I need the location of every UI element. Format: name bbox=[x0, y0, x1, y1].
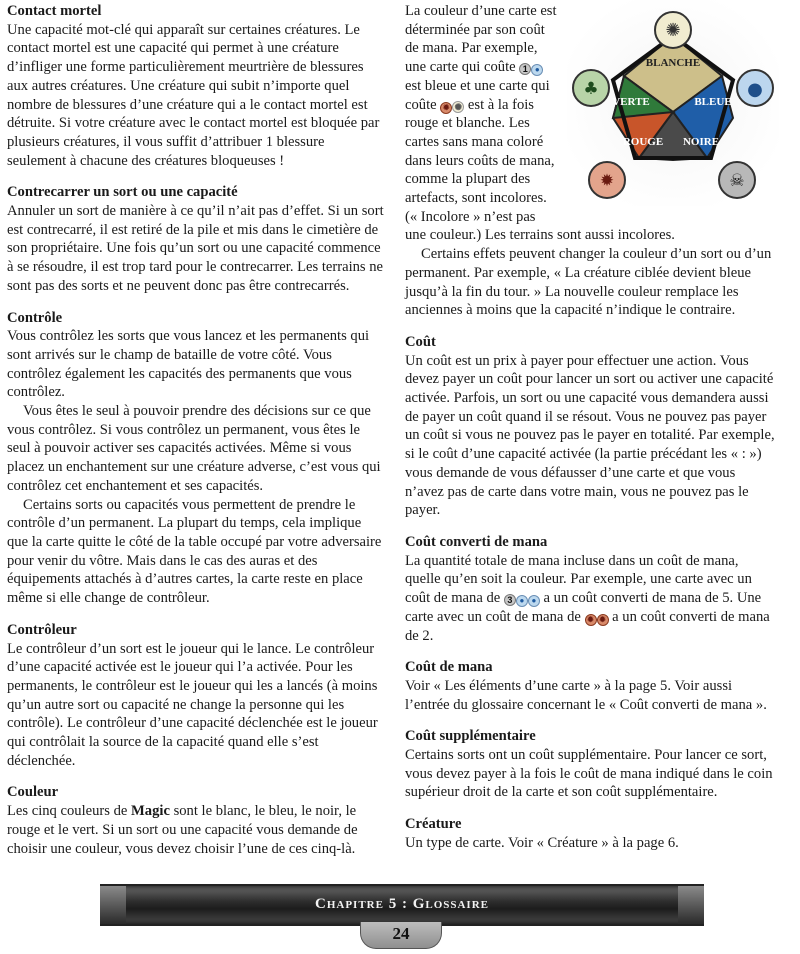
definition-text: Certains sorts ou capacités vous permettent de prendre le contrôle d’un permanent. La plupart du temps, cela implique que la carte quitte le côté de la table occupé par votre adversaire pour venir du vôtre. Mais dans le cas des auras et des équipements attachés à d’autres cartes, la carte reste en place même si elle change de contrôleur. bbox=[7, 496, 382, 607]
entry-cout-converti bbox=[405, 533, 777, 645]
green-mana-icon bbox=[573, 70, 609, 106]
generic-mana-icon: 1 bbox=[519, 63, 531, 75]
blue-mana-icon: ● bbox=[531, 64, 543, 76]
page-number: 24 bbox=[392, 924, 410, 943]
svg-text:✺: ✺ bbox=[665, 20, 681, 41]
svg-text:✹: ✹ bbox=[599, 171, 615, 191]
black-mana-icon bbox=[719, 162, 755, 198]
term-heading: Coût de mana bbox=[405, 659, 493, 676]
svg-text:☠: ☠ bbox=[729, 171, 745, 191]
color-wheel-illustration bbox=[567, 0, 779, 206]
text-run: La couleur d’une carte est déterminée par son coût de mana. Par exemple, une carte qui coûte bbox=[405, 3, 557, 76]
term-heading: Coût bbox=[405, 333, 436, 350]
white-mana-icon: ✺ bbox=[452, 101, 464, 113]
term-heading: Coût converti de mana bbox=[405, 533, 548, 550]
text-run: a un coût converti de mana de 2. bbox=[405, 608, 770, 644]
text-run: est bleue et une carte qui coûte bbox=[405, 77, 550, 113]
generic-mana-icon: 3 bbox=[504, 594, 516, 606]
svg-text:●: ● bbox=[747, 79, 763, 100]
definition-text: Vous contrôlez les sorts que vous lancez et les permanents qui sont arrivés sur le champ de bataille de votre côté. Vous contrôlez également les capacités des permanents que vous contrôlez. bbox=[7, 328, 370, 401]
left-column bbox=[7, 2, 385, 871]
blue-mana-icon: ● bbox=[528, 595, 540, 607]
entry-creature bbox=[405, 815, 777, 852]
label-rouge: ROUGE bbox=[622, 136, 664, 148]
label-verte: VERTE bbox=[612, 96, 650, 108]
entry-cout-de-mana bbox=[405, 658, 777, 714]
definition-text: Certains sorts ont un coût supplémentaire. Pour lancer ce sort, vous devez payer à la fois le coût de mana indiqué dans le coin supérieur droit de la carte et son coût supplémentaire. bbox=[405, 747, 773, 801]
blue-mana-icon: ● bbox=[516, 595, 528, 607]
white-mana-icon bbox=[655, 12, 691, 48]
entry-cout bbox=[405, 333, 777, 520]
definition-text bbox=[405, 552, 777, 646]
svg-text:♣: ♣ bbox=[583, 79, 599, 99]
definition-text: Annuler un sort de manière à ce qu’il n’ait pas d’effet. Si un sort est contrecarré, il est retiré de la pile et mis dans le cimetière de son propriétaire. Une fois qu’un sort ou une capacité commence à se résoudre, il est trop tard pour le contrecarrer. Les terrains ne sont pas des sorts et ne peuvent donc pas être contrecarrés. bbox=[7, 203, 384, 294]
definition-text: Le contrôleur d’un sort est le joueur qui le lance. Le contrôleur d’une capacité activée est le joueur qui l’a activée. Pour les permanents, le contrôleur est le joueur qui les a lancés (à moins qu’un autre sort ou capacité ne change la personne qui les contrôle). Le contrôleur d’une capacité déclenchée est le joueur qui contrôlait la source de la capacité quand elle s’est déclenchée. bbox=[7, 640, 378, 769]
red-mana-icon: ✹ bbox=[440, 102, 452, 114]
entry-couleur bbox=[7, 783, 385, 858]
label-bleue: BLEUE bbox=[694, 96, 732, 108]
term-heading: Créature bbox=[405, 816, 462, 833]
page-number-tab bbox=[360, 922, 442, 949]
definition-text: Un type de carte. Voir « Créature » à la page 6. bbox=[405, 834, 679, 851]
text-run: sont le blanc, le bleu, le noir, le rouge et le vert. Si un sort ou une capacité vous demande de choisir une couleur, vous devez choisir l’une de ces cinq-là. bbox=[7, 803, 358, 857]
term-heading: Contrôleur bbox=[7, 621, 77, 638]
term-heading: Contrôle bbox=[7, 309, 63, 326]
label-blanche: BLANCHE bbox=[645, 57, 701, 69]
entry-contact-mortel bbox=[7, 2, 385, 170]
red-mana-icon bbox=[589, 162, 625, 198]
entry-controle bbox=[7, 309, 385, 608]
definition-text: Une capacité mot-clé qui apparaît sur certaines créatures. Le contact mortel est une capacité qui permet à une créature d’infliger une forme particulièrement meurtrière de blessures aux autres créatures. Une créature qui subit n’importe quel nombre de blessures d’une créature qui a le contact mortel est détruite. Si votre créature avec le contact mortel est bloquée par plusieurs créatures, il vous suffit d’attribuer 1 blessure seulement à chacune des créatures bloqueuses ! bbox=[7, 21, 380, 169]
red-mana-icon: ✹ bbox=[585, 614, 597, 626]
text-run: La quantité totale de mana incluse dans un coût de mana, quelle qu’en soit la couleur. Par exemple, une carte avec un coût de mana de bbox=[405, 552, 752, 607]
blue-mana-icon bbox=[737, 70, 773, 106]
term-heading: Coût supplémentaire bbox=[405, 728, 536, 745]
definition-text: Un coût est un prix à payer pour effectuer une action. Vous devez payer un coût pour lancer un sort ou activer une capacité activée. Parfois, un sort ou une capacité vous demandera aussi de payer un coût quand il se résout. Vous ne pouvez pas payer un coût si vous ne pouvez pas le payer en totalité. Par exemple, si le coût d’une capacité activée (la partie précédant les « : ») vous demande de vous défausser d’une carte et que vous n’avez pas de carte dans votre main, vous ne pouvez pas le payer. bbox=[405, 352, 775, 519]
chapter-banner bbox=[100, 884, 704, 926]
text-run: a un coût converti de mana de 5. Une carte avec un coût de mana de bbox=[405, 590, 762, 625]
label-noire: NOIRE bbox=[682, 136, 720, 148]
definition-text: Certains effets peuvent changer la couleur d’un sort ou d’un permanent. Par exemple, « La créature ciblée devient bleue jusqu’à la fin du tour. » La nouvelle couleur remplace les anciennes à moins que la capacité n’indique le contraire. bbox=[405, 246, 772, 319]
term-heading: Couleur bbox=[7, 784, 59, 801]
entry-cout-supplementaire bbox=[405, 727, 777, 802]
chapter-title: Chapitre 5 : Glossaire bbox=[315, 896, 489, 912]
right-column bbox=[405, 2, 777, 866]
red-mana-icon: ✹ bbox=[597, 614, 609, 626]
definition-text: Voir « Les éléments d’une carte » à la page 5. Voir aussi l’entrée du glossaire concernant le « Coût converti de mana ». bbox=[405, 677, 767, 713]
text-run: Les cinq couleurs de bbox=[7, 803, 132, 820]
text-run: est à la fois rouge et blanche. Les cartes sans mana coloré dans leurs coûts de mana, comme la plupart des artefacts, sont incolores. (« Incolore » n’est pas une couleur.) Les terrains sont aussi incolores. bbox=[405, 96, 675, 244]
entry-controleur bbox=[7, 621, 385, 771]
term-heading: Contact mortel bbox=[7, 3, 102, 19]
definition-text: Vous êtes le seul à pouvoir prendre des décisions sur ce que vous contrôlez. Si vous contrôlez un permanent, vous êtes le seul à pouvoir activer ses capacités activées. Même si vous placez un enchantement sur une créature adverse, c’est vous qui contrôlez cet enchantement et ses capacités. bbox=[7, 403, 381, 494]
definition-text bbox=[7, 802, 385, 858]
term-heading: Contrecarrer un sort ou une capacité bbox=[7, 184, 238, 201]
magic-brand-text: Magic bbox=[131, 803, 170, 820]
entry-contrecarrer bbox=[7, 183, 385, 295]
